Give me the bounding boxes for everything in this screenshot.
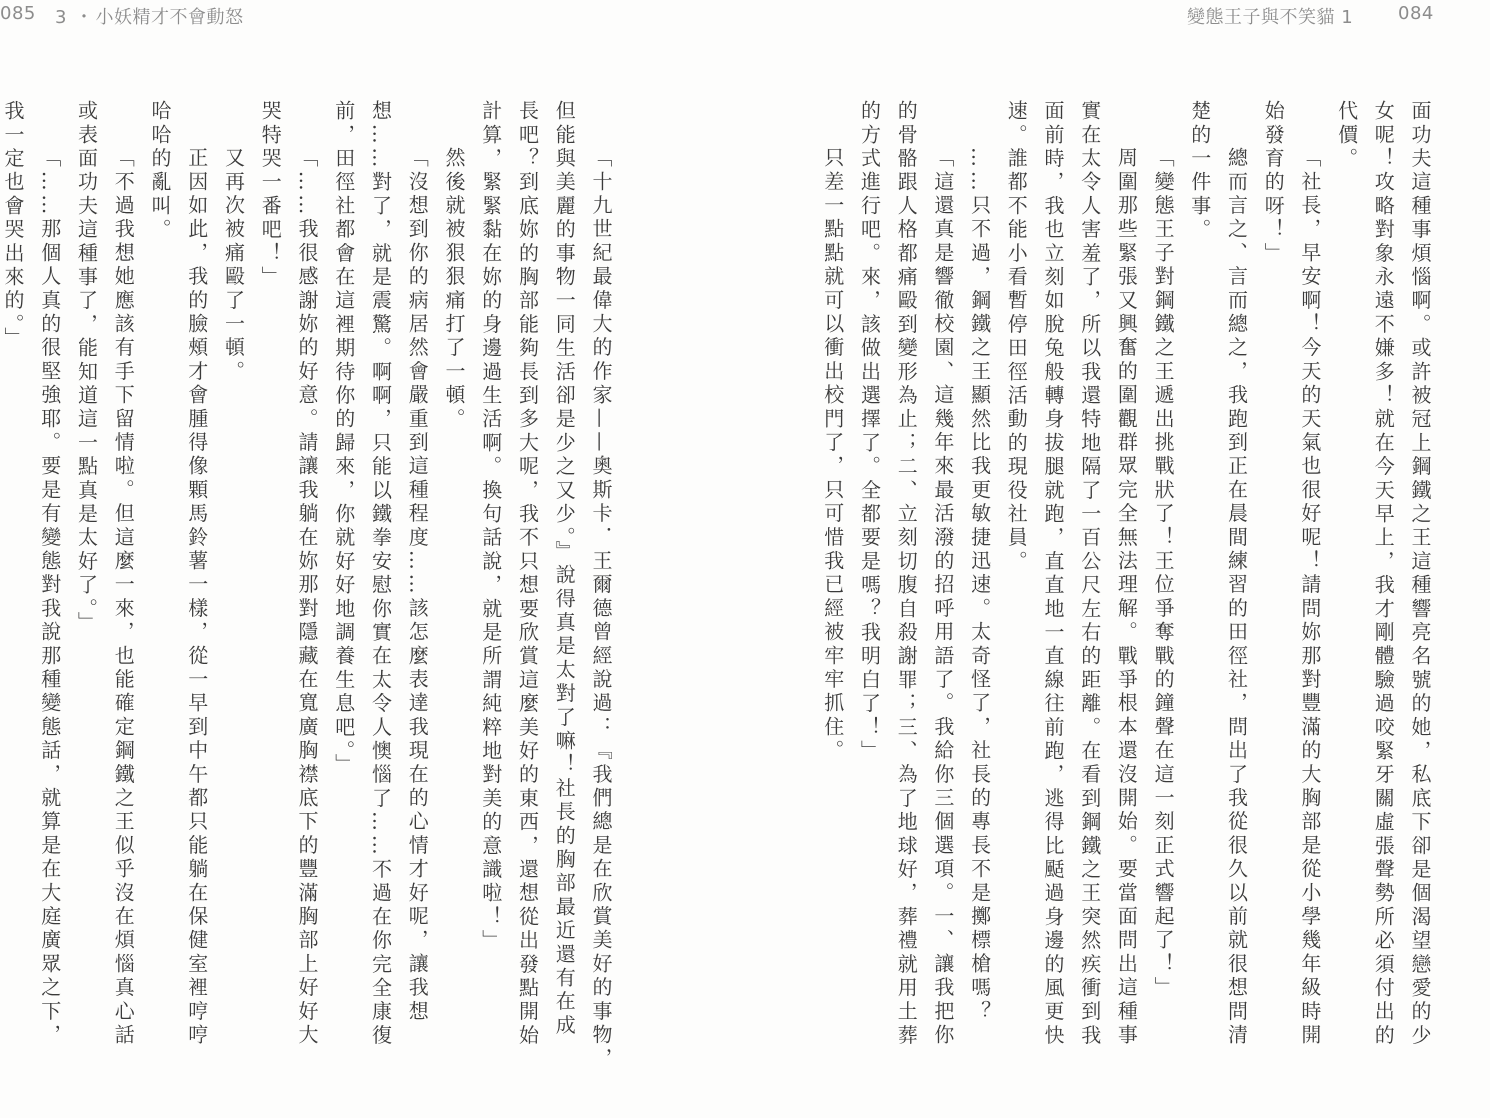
- text-column: 長吧？到底妳的胸部能夠長到多大呢，我不只想要欣賞這麼美好的東西，還想從出發點開始: [515, 100, 540, 1048]
- text-column: 「……我很感謝妳的好意。請讓我躺在妳那對隱藏在寬廣胸襟底下的豐滿胸部上好好大: [295, 147, 319, 1048]
- text-column: 速。誰都不能小看暫停田徑活動的現役社員。: [1004, 100, 1029, 574]
- page-number: 084: [1398, 3, 1434, 24]
- text-column: 前，田徑社都會在這裡期待你的歸來，你就好好地調養生息吧。」: [331, 100, 356, 778]
- text-column: 想……對了，就是震驚。啊啊，只能以鐵拳安慰你實在太令人懊惱了……不過在你完全康復: [368, 100, 393, 1048]
- text-column: 楚的一件事。: [1187, 100, 1212, 243]
- text-column: 或表面功夫這種事了，能知道這一點真是太好了。」: [74, 100, 99, 636]
- chapter-title: 小妖精才不會動怒: [95, 7, 244, 28]
- text-column: 計算，緊緊黏在妳的身邊過生活啊。換句話說，就是所謂純粹地對美的意識啦！」: [478, 100, 503, 954]
- text-column: 正因如此，我的臉頰才會腫得像顆馬鈴薯一樣，從一早到中午都只能躺在保健室裡哼哼: [184, 147, 209, 1048]
- text-column: 實在太令人害羞了，所以我還特地隔了一百公尺左右的距離。在看到鋼鐵之王突然疾衝到我: [1077, 100, 1102, 1048]
- separator: ・: [74, 7, 94, 28]
- text-column: 只差一點點就可以衝出校門了，只可惜我已經被牢牢抓住。: [820, 147, 845, 764]
- text-column: 我一定也會哭出來的。」: [1, 100, 25, 351]
- text-column: 的方式進行吧。來，該做出選擇了。全都要是嗎？我明白了！」: [857, 100, 882, 764]
- text-column: 「……那個人真的很堅強耶。要是有變態對我說那種變態話，就算是在大庭廣眾之下，: [37, 147, 62, 1048]
- text-column: 哈哈的亂叫。: [148, 100, 172, 243]
- text-column: 總而言之、言而總之，我跑到正在晨間練習的田徑社，問出了我從很久以前就很想問清: [1224, 147, 1249, 1048]
- text-column: 女呢！攻略對象永遠不嫌多！就在今天早上，我才剛體驗過咬緊牙關虛張聲勢所必須付出的: [1371, 100, 1396, 1048]
- text-column: 哭特哭一番吧！」: [258, 100, 283, 290]
- text-column: ……只不過，鋼鐵之王顯然比我更敏捷迅速。太奇怪了，社長的專長不是擲標槍嗎？: [967, 147, 992, 1024]
- text-column: 面功夫這種事煩惱啊。或許被冠上鋼鐵之王這種響亮名號的她，私底下卻是個渴望戀愛的少: [1408, 100, 1432, 1048]
- text-column: 始發育的呀！」: [1261, 100, 1286, 266]
- text-column: 「沒想到你的病居然會嚴重到這種程度……該怎麼表達我現在的心情才好呢，讓我想: [405, 147, 430, 1024]
- page-number: 085: [0, 3, 36, 24]
- text-column: 「這還真是響徹校園、這幾年來最活潑的招呼用語了。我給你三個選項。一、讓我把你: [930, 147, 955, 1048]
- chapter-number: 3: [55, 7, 67, 28]
- text-column: 的骨骼跟人格都痛毆到變形為止；二、立刻切腹自殺謝罪；三、為了地球好，葬禮就用土葬: [894, 100, 919, 1048]
- text-column: 但能與美麗的事物一同生活卻是少之又少。』說得真是太對了嘛！社長的胸部最近還有在成: [552, 100, 577, 1038]
- text-column: 「社長，早安啊！今天的天氣也很好呢！請問妳那對豐滿的大胸部是從小學幾年級時開: [1297, 147, 1322, 1048]
- text-column: 「變態王子對鋼鐵之王遞出挑戰狀了！王位爭奪戰的鐘聲在這一刻正式響起了！」: [1151, 147, 1176, 1001]
- running-header-book-title: 變態王子與不笑貓 1: [1187, 7, 1354, 28]
- text-column: 周圍那些緊張又興奮的圍觀群眾完全無法理解。戰爭根本還沒開始。要當面問出這種事: [1114, 147, 1139, 1048]
- text-column: 「不過我想她應該有手下留情啦。但這麼一來，也能確定鋼鐵之王似乎沒在煩惱真心話: [111, 147, 136, 1048]
- text-column: 又再次被痛毆了一頓。: [221, 147, 246, 384]
- text-column: 面前時，我也立刻如脫兔般轉身拔腿就跑，直直地一直線往前跑，逃得比颳過身邊的風更快: [1041, 100, 1065, 1048]
- text-column: 然後就被狠狠痛打了一頓。: [442, 147, 466, 432]
- text-column: 代價。: [1334, 100, 1359, 172]
- text-column: 「十九世紀最偉大的作家——奧斯卡．王爾德曾經說過：『我們總是在欣賞美好的事物，: [589, 147, 613, 1072]
- right-page: [745, 0, 1490, 1118]
- running-header-chapter: [55, 3, 243, 29]
